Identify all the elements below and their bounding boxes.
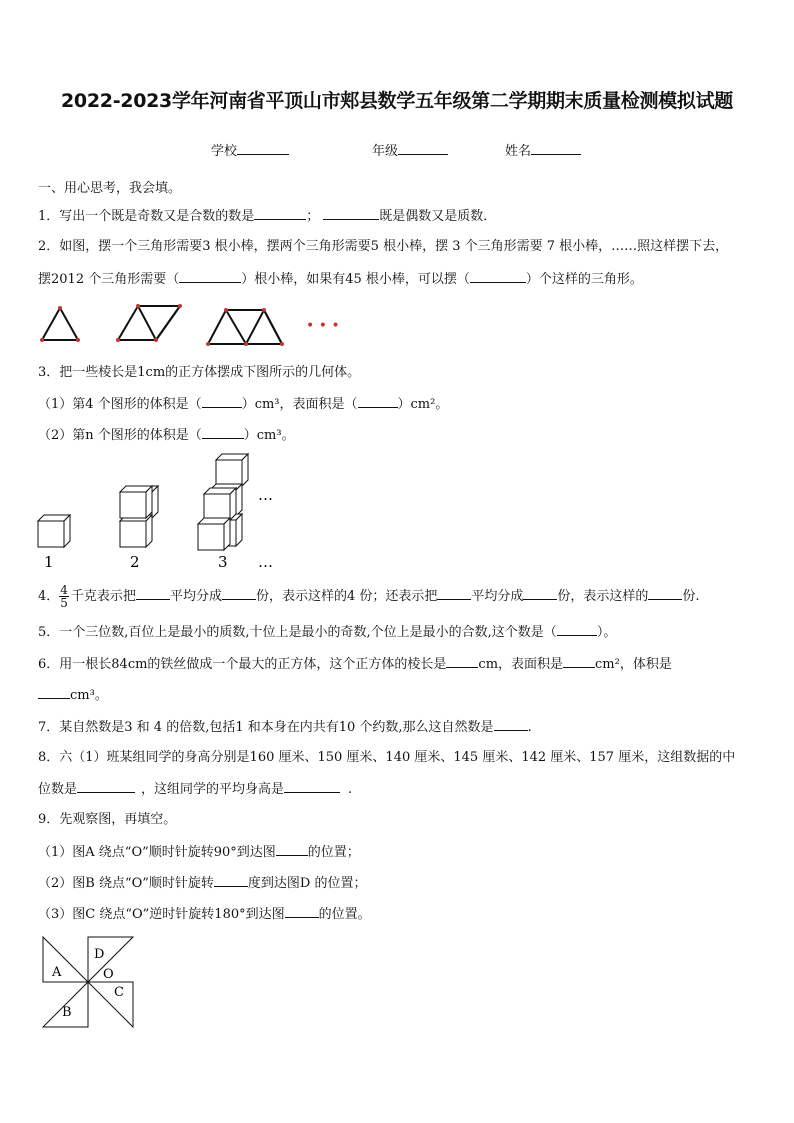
school-field — [211, 140, 289, 159]
question-8-line1: 8．六（1）班某组同学的身高分别是160 厘米、150 厘米、140 厘米、145 厘米、142 厘米、157 厘米，这组数据的中 — [38, 750, 736, 765]
triangles-2 — [118, 306, 180, 340]
question-8-line2 — [38, 780, 352, 799]
q9-p1-text-a: （1）图A 绕点“O”顺时针旋转90°到达图 — [38, 845, 276, 860]
q6-text-b: cm，表面积是 — [478, 657, 564, 672]
cube-figure-1 — [38, 515, 70, 547]
q2-text-b: ）根小棒，如果有45 根小棒，可以摆（ — [241, 272, 470, 287]
q4-blank-3 — [437, 587, 471, 600]
triangle-sticks-figure — [30, 296, 350, 352]
q4-blank-1 — [136, 587, 170, 600]
triangles-2-nodes — [116, 304, 182, 342]
q6-text-d: cm³。 — [70, 688, 108, 703]
q8-text-b: ，这组同学的平均身高是 — [141, 782, 285, 797]
q6-text-c: cm²，体积是 — [595, 657, 672, 672]
q9-p3-text-b: 的位置。 — [318, 907, 371, 922]
q3-p1-blank-1 — [202, 395, 242, 408]
q4-blank-5 — [648, 587, 682, 600]
cube-ellipsis-2: … — [258, 553, 273, 571]
q3-p2-text-a: （2）第n 个图形的体积是（ — [38, 428, 202, 443]
q4-fraction — [59, 584, 69, 609]
q9-p1-blank — [276, 843, 308, 856]
q4-fraction-denominator: 5 — [60, 596, 68, 610]
q9-p1-text-b: 的位置； — [307, 845, 360, 860]
triangles-1 — [42, 308, 78, 340]
q6-text-a: 6．用一根长84cm的铁丝做成一个最大的正方体，这个正方体的棱长是 — [38, 657, 447, 672]
q4-text-b: 平均分成 — [169, 589, 222, 604]
q4-text-e: 份，表示这样的 — [557, 589, 649, 604]
label-d: D — [94, 947, 105, 962]
section-heading: 一、用心思考，我会填。 — [38, 181, 182, 196]
q6-blank-3 — [38, 686, 70, 699]
rotation-figure — [40, 934, 140, 1030]
label-b: B — [62, 1005, 72, 1020]
question-2-line2 — [38, 270, 643, 289]
label-c: C — [114, 985, 124, 1000]
question-9-part3 — [38, 905, 371, 924]
question-4 — [38, 583, 700, 611]
q4-fraction-numerator: 4 — [60, 583, 68, 597]
q1-blank-2 — [323, 207, 379, 220]
q3-p2-text-b: ）cm³。 — [243, 428, 295, 443]
q1-text-a: 1．写出一个既是奇数又是合数的数是 — [38, 209, 255, 224]
cube-ellipsis: … — [258, 486, 273, 504]
name-blank — [531, 142, 581, 155]
q1-text-c: 既是偶数又是质数． — [379, 209, 497, 224]
q4-number: 4． — [38, 589, 60, 604]
name-label: 姓名 — [505, 144, 532, 159]
cube-figure-2 — [120, 486, 158, 547]
q2-text-a: 摆2012 个三角形需要（ — [38, 272, 180, 287]
q6-blank-2 — [563, 655, 595, 668]
question-1 — [38, 207, 496, 226]
cube-label-1: 1 — [44, 553, 54, 571]
q4-blank-2 — [222, 587, 256, 600]
triangles-3 — [208, 310, 282, 344]
q4-text-f: 份. — [682, 589, 700, 604]
question-9-part2 — [38, 874, 366, 893]
cube-stack-figure — [30, 448, 300, 574]
q4-text-a: 千克表示把 — [70, 589, 136, 604]
q9-p3-text-a: （3）图C 绕点“O”逆时针旋转180°到达图 — [38, 907, 285, 922]
q5-blank — [557, 623, 597, 636]
question-6-line2 — [38, 686, 108, 705]
q9-p3-blank — [285, 905, 319, 918]
question-9-part1 — [38, 843, 360, 862]
question-3-part1 — [38, 395, 448, 414]
grade-label: 年级 — [372, 144, 399, 159]
q3-p2-blank — [202, 426, 244, 439]
q8-text-a: 位数是 — [38, 782, 78, 797]
triangle-c — [88, 982, 133, 1027]
question-3-part2 — [38, 426, 295, 445]
q6-blank-1 — [446, 655, 478, 668]
question-2-line1: 2．如图，摆一个三角形需要3 根小棒，摆两个三角形需要5 根小棒，摆 3 个三角形需要 7 根小棒，……照这样摆下去， — [38, 239, 729, 254]
q7-blank — [494, 718, 528, 731]
q9-p2-text-b: 度到达图D 的位置； — [247, 876, 367, 891]
q3-p1-text-b: ）cm³，表面积是（ — [241, 397, 358, 412]
triangles-1-nodes — [40, 306, 80, 342]
q4-text-c: 份，表示这样的4 份；还表示把 — [255, 589, 438, 604]
q1-text-b: ； — [306, 209, 320, 224]
q2-text-c: ）个这样的三角形。 — [525, 272, 643, 287]
q5-text-a: 5．一个三位数,百位上是最小的质数,十位上是最小的奇数,个位上是最小的合数,这个数是（ — [38, 625, 557, 640]
q8-text-c: . — [348, 782, 353, 797]
q7-text-a: 7．某自然数是3 和 4 的倍数,包括1 和本身在内共有10 个约数,那么这自然数是 — [38, 720, 494, 735]
triangle-a — [43, 937, 88, 982]
q4-blank-4 — [523, 587, 557, 600]
q8-blank-2 — [284, 780, 340, 793]
question-5 — [38, 623, 616, 642]
school-label: 学校 — [211, 144, 238, 159]
q9-p2-text-a: （2）图B 绕点“O”顺时针旋转 — [38, 876, 214, 891]
q3-p1-blank-2 — [358, 395, 398, 408]
q2-blank-1 — [179, 270, 241, 283]
cube-label-2: 2 — [130, 553, 140, 571]
school-blank — [237, 142, 289, 155]
q9-p2-blank — [214, 874, 248, 887]
q3-p1-text-c: ）cm²。 — [397, 397, 449, 412]
grade-blank — [398, 142, 448, 155]
q2-blank-2 — [470, 270, 526, 283]
question-3-stem: 3．把一些棱长是1cm的正方体摆成下图所示的几何体。 — [38, 365, 361, 380]
question-6-line1 — [38, 655, 672, 674]
name-field — [505, 140, 581, 159]
label-a: A — [52, 965, 62, 980]
grade-field — [372, 140, 448, 159]
q7-text-b: . — [527, 720, 532, 735]
question-7 — [38, 718, 532, 737]
cube-figure-3 — [198, 454, 248, 550]
triangles-ellipsis: • • • — [306, 318, 340, 334]
q5-text-b: ）。 — [596, 625, 617, 640]
q1-blank-1 — [254, 207, 306, 220]
page-title: 2022-2023学年河南省平顶山市郏县数学五年级第二学期期末质量检测模拟试题 — [61, 90, 733, 112]
q8-blank-1 — [77, 780, 135, 793]
q3-p1-text-a: （1）第4 个图形的体积是（ — [38, 397, 202, 412]
q4-text-d: 平均分成 — [471, 589, 524, 604]
label-o: O — [103, 967, 114, 982]
question-9-stem: 9．先观察图，再填空。 — [38, 812, 177, 827]
cube-label-3: 3 — [218, 553, 228, 571]
